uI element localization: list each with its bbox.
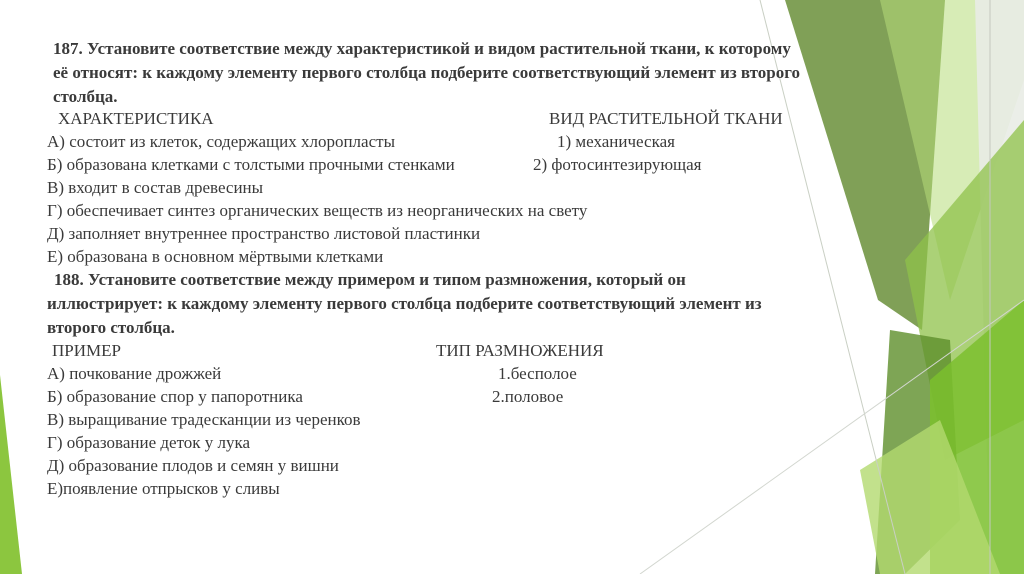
q187-column2-header: ВИД РАСТИТЕЛЬНОЙ ТКАНИ: [549, 109, 783, 128]
q187-item-d: Д) заполняет внутреннее пространство листовой пластинки: [47, 224, 481, 243]
q187-item-v: В) входит в состав древесины: [47, 178, 264, 197]
q187-heading-line3: столбца.: [53, 87, 118, 106]
q187-option-1: 1) механическая: [557, 132, 675, 151]
q188-heading-line2: иллюстрирует: к каждому элементу первого столбца подберите соответствующий элемент из: [47, 294, 762, 313]
q188-item-g: Г) образование деток у лука: [47, 433, 251, 452]
q188-item-b: Б) образование спор у папоротника: [47, 387, 303, 406]
q188-column1-header: ПРИМЕР: [52, 341, 121, 360]
q188-option-2: 2.половое: [492, 387, 564, 406]
q188-heading-line3: второго столбца.: [47, 318, 175, 337]
q188-item-v: В) выращивание традесканции из черенков: [47, 410, 361, 429]
q187-item-g: Г) обеспечивает синтез органических веществ из неорганических на свету: [47, 201, 588, 220]
q187-column1-header: ХАРАКТЕРИСТИКА: [58, 109, 214, 128]
q187-item-e: Е) образована в основном мёртвыми клетками: [47, 247, 384, 266]
q188-item-a: А) почкование дрожжей: [47, 364, 222, 383]
q187-heading-line2: её относят: к каждому элементу первого столбца подберите соответствующий элемент из второго: [53, 63, 801, 82]
q187-option-2: 2) фотосинтезирующая: [533, 155, 702, 174]
q187-heading-line1: 187. Установите соответствие между характеристикой и видом растительной ткани, к которому: [53, 39, 791, 58]
q187-item-b: Б) образована клетками с толстыми прочными стенками: [47, 155, 455, 174]
left-green-triangle: [0, 375, 22, 574]
q188-item-d: Д) образование плодов и семян у вишни: [47, 456, 339, 475]
q187-item-a: А) состоит из клеток, содержащих хлоропласты: [47, 132, 395, 151]
q188-item-e: Е)появление отпрысков у сливы: [47, 479, 280, 498]
q188-option-1: 1.бесполое: [498, 364, 577, 383]
q188-column2-header: ТИП РАЗМНОЖЕНИЯ: [436, 341, 604, 360]
q188-heading-line1: 188. Установите соответствие между примером и типом размножения, который он: [54, 270, 686, 289]
